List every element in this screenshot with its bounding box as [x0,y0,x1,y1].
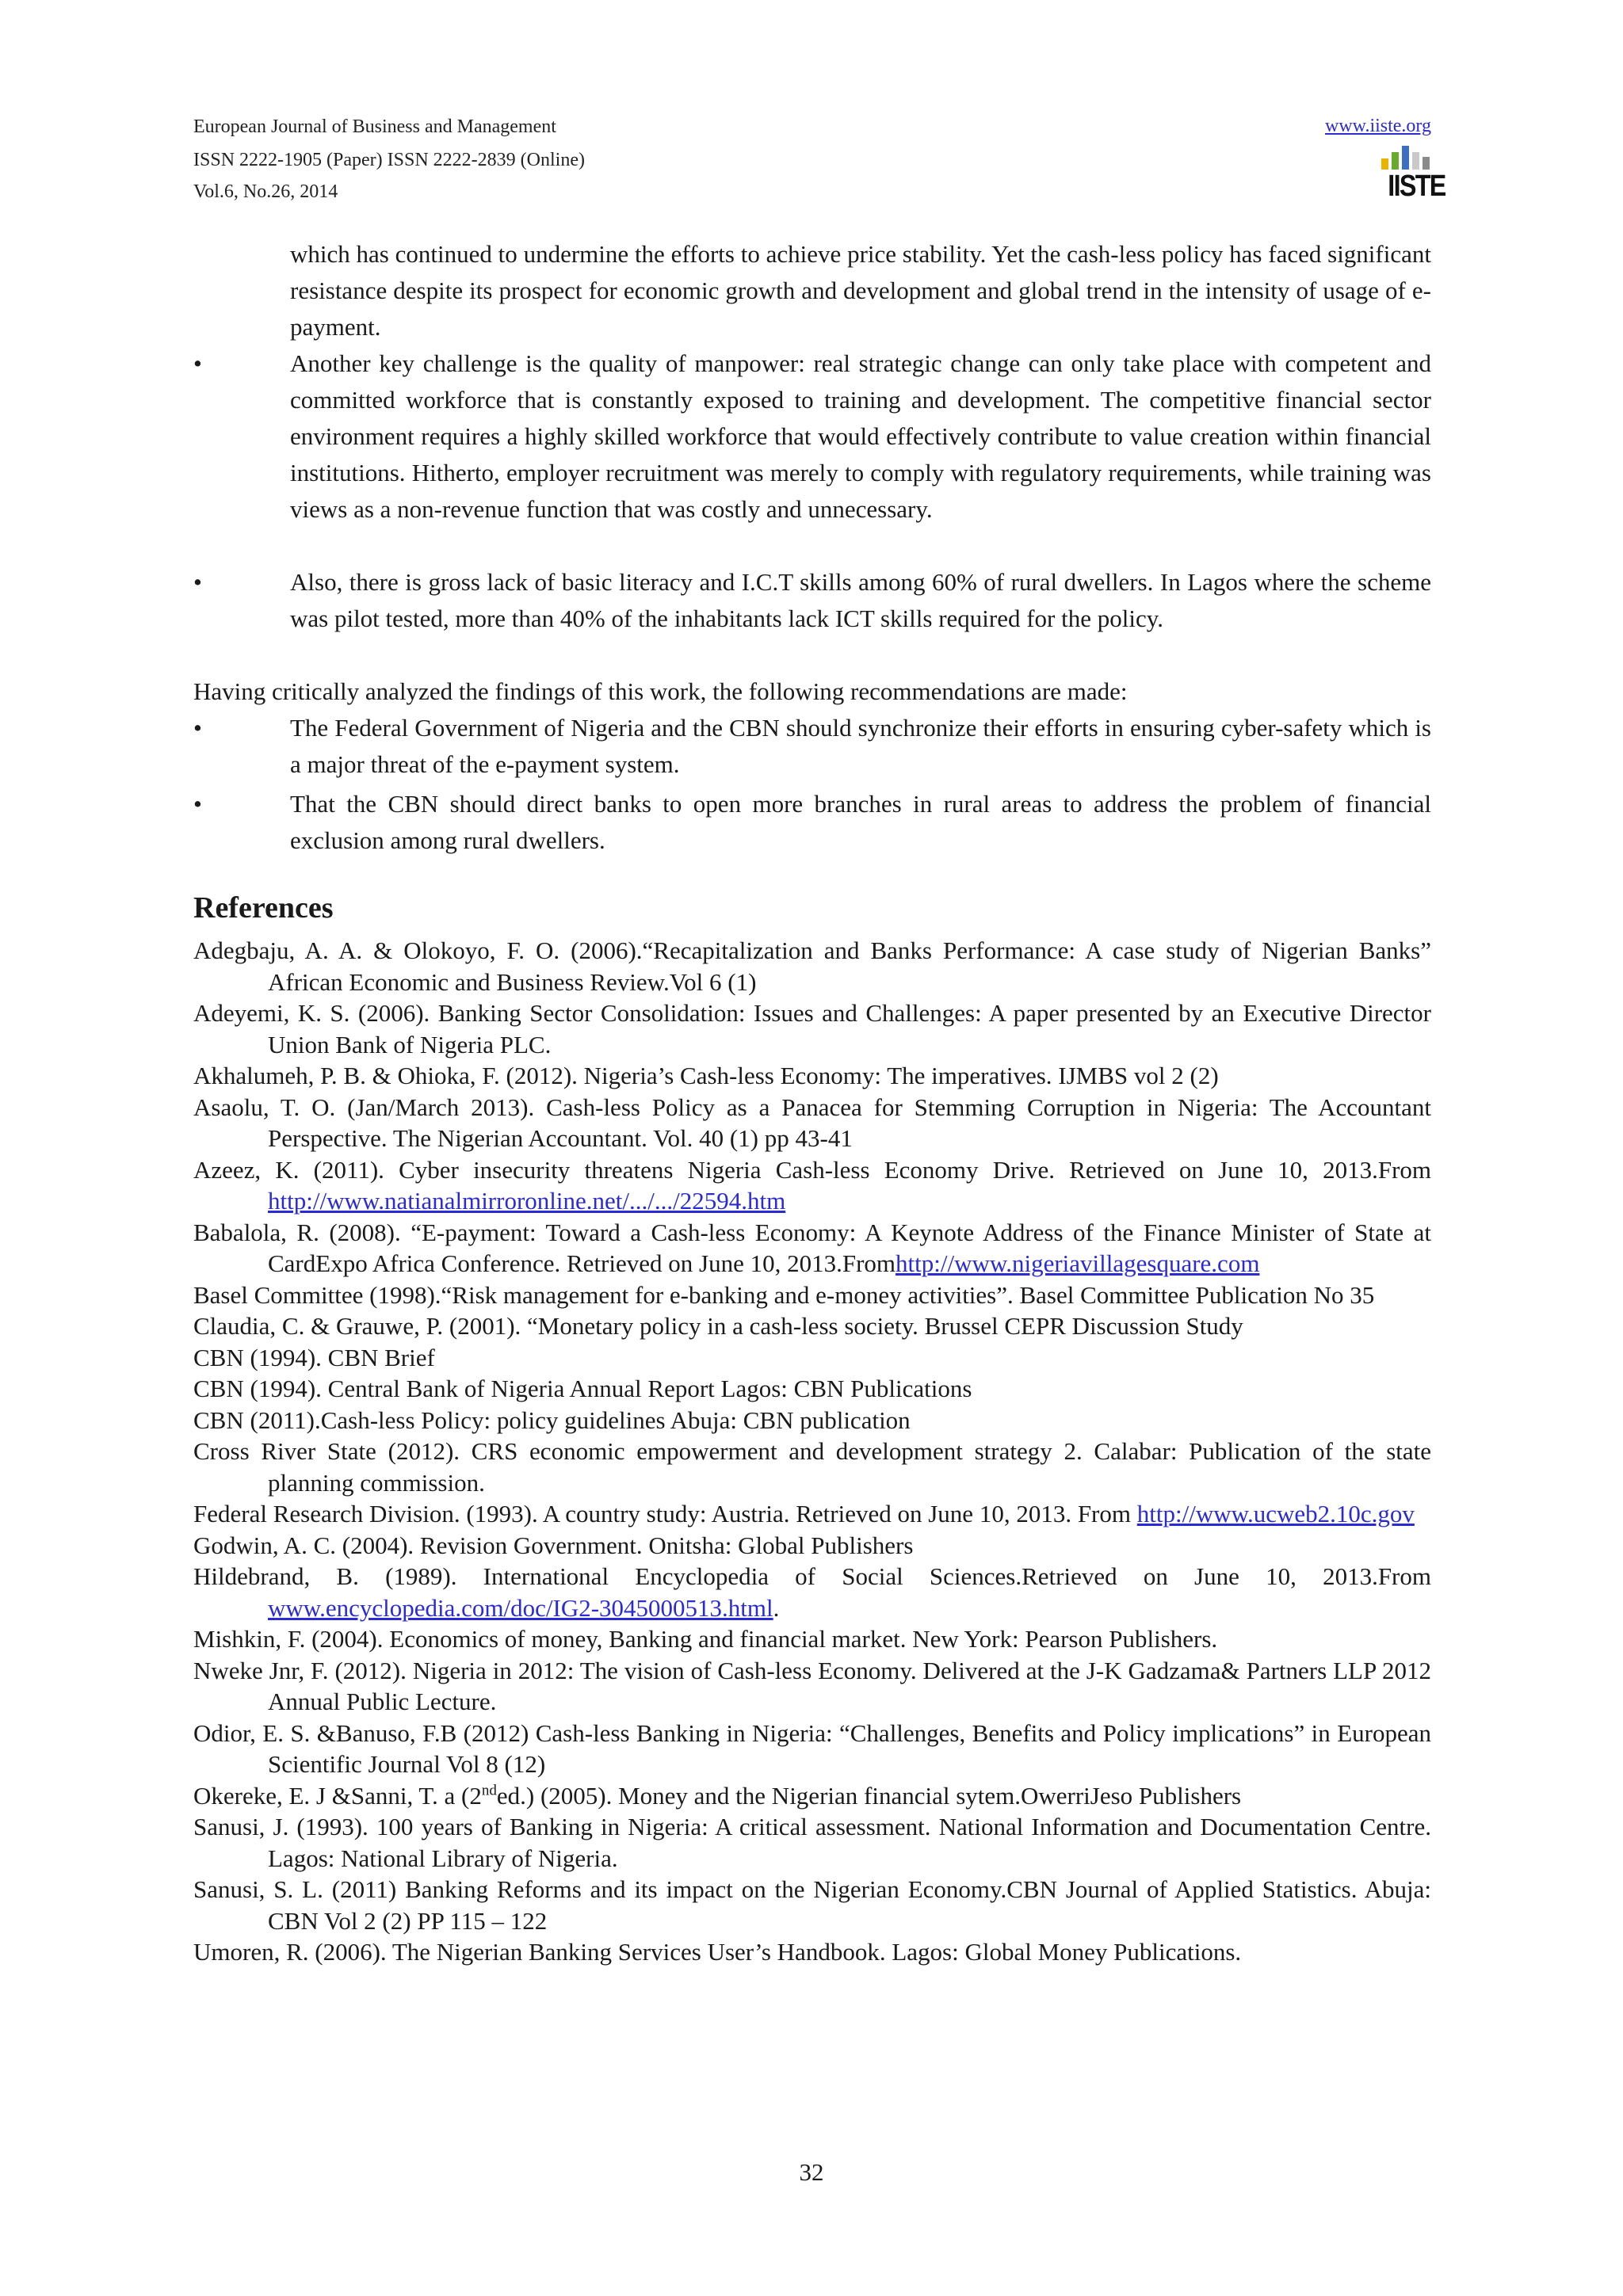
bullet-symbol: • [193,714,202,742]
reference-text: Adeyemi, K. S. (2006). Banking Sector Consolidation: Issues and Challenges: A paper presented by an Executive Director Union Bank of Nigeria PLC. [193,999,1431,1058]
reference-item [193,1718,1431,1780]
bullet-text: The Federal Government of Nigeria and the CBN should synchronize their efforts in ensuring cyber-safety which is a major threat of the e-payment system. [290,714,1431,778]
reference-text: Azeez, K. (2011). Cyber insecurity threatens Nigeria Cash-less Economy Drive. Retrieved on June 10, 2013.From [193,1155,1431,1184]
bullet-item [193,345,1431,564]
bullet-text: That the CBN should direct banks to open more branches in rural areas to address the problem of financial exclusion among rural dwellers. [290,790,1431,854]
continuation-block [193,236,1431,345]
issn-line: ISSN 2222-1905 (Paper) ISSN 2222-2839 (Online) [193,150,585,170]
references-heading: References [193,891,334,925]
reference-item [193,1936,1431,1968]
iiste-logo [1381,146,1445,206]
recommendation-intro-text: Having critically analyzed the findings of this work, the following recommendations are made: [193,677,1128,705]
reference-text: Nweke Jnr, F. (2012). Nigeria in 2012: The vision of Cash-less Economy. Delivered at the J-K Gadzama& Partners LLP 2012 Annual Public Lecture. [193,1656,1431,1715]
volume-line: Vol.6, No.26, 2014 [193,181,338,202]
reference-text: Godwin, A. C. (2004). Revision Government. Onitsha: Global Publishers [193,1531,914,1559]
reference-text: Okereke, E. J &Sanni, T. a (2 [193,1781,482,1810]
logo-bar [1392,152,1399,170]
bullet-item [193,564,1431,637]
bullet-item [193,786,1431,859]
reference-text-after: ed.) (2005). Money and the Nigerian financial sytem.OwerriJeso Publishers [496,1781,1242,1810]
bullet-item [193,710,1431,786]
reference-text: Mishkin, F. (2004). Economics of money, Banking and financial market. New York: Pearson Publishers. [193,1625,1218,1653]
reference-text: Claudia, C. & Grauwe, P. (2001). “Monetary policy in a cash-less society. Brussel CEPR Discussion Study [193,1312,1243,1340]
journal-url-link[interactable]: www.iiste.org [1325,116,1431,136]
reference-item [193,1405,1431,1436]
reference-item [193,1498,1431,1530]
reference-superscript: nd [481,1782,497,1799]
reference-item [193,1530,1431,1562]
bullet-text: Another key challenge is the quality of manpower: real strategic change can only take place with competent and committed workforce that is constantly exposed to training and development. The competitive financial sector environment requires a highly skilled workforce that would effectively contribute to value creation within financial institutions. Hitherto, employer recruitment was merely to comply with regulatory requirements, while training was views as a non-revenue function that was costly and unnecessary. [290,349,1431,523]
logo-bars [1381,146,1430,170]
reference-link[interactable]: http://www.natianalmirroronline.net/.../.../22594.htm [268,1187,786,1215]
recommendation-bullets [193,710,1431,859]
reference-item [193,1811,1431,1874]
bullet-symbol: • [193,790,202,818]
reference-text: Hildebrand, B. (1989). International Encyclopedia of Social Sciences.Retrieved on June 10, 2013.From [193,1562,1431,1590]
reference-item [193,1436,1431,1498]
reference-text: Cross River State (2012). CRS economic empowerment and development strategy 2. Calabar: Publication of the state planning commission. [193,1437,1431,1497]
reference-item [193,1561,1431,1623]
logo-bar [1412,152,1419,170]
reference-text: Umoren, R. (2006). The Nigerian Banking Services User’s Handbook. Lagos: Global Money Publications. [193,1938,1242,1966]
reference-text: CBN (2011).Cash-less Policy: policy guidelines Abuja: CBN publication [193,1405,911,1434]
continuation-paragraph: which has continued to undermine the efforts to achieve price stability. Yet the cash-less policy has faced significant resistance despite its prospect for economic growth and development and global trend in the intensity of usage of e-payment. [290,240,1431,341]
reference-item [193,935,1431,997]
reference-text: Adegbaju, A. A. & Olokoyo, F. O. (2006).“Recapitalization and Banks Performance: A case study of Nigerian Banks” African Economic and Business Review.Vol 6 (1) [193,936,1431,996]
reference-link[interactable]: www.encyclopedia.com/doc/IG2-3045000513.html [268,1593,773,1622]
reference-item [193,1373,1431,1405]
references-list [193,935,1431,1968]
reference-text: Sanusi, J. (1993). 100 years of Banking in Nigeria: A critical assessment. National Information and Documentation Centre. Lagos: National Library of Nigeria. [193,1813,1431,1872]
reference-item [193,1780,1431,1812]
bullet-symbol: • [193,349,202,377]
reference-text: Asaolu, T. O. (Jan/March 2013). Cash-less Policy as a Panacea for Stemming Corruption in Nigeria: The Accountant Perspective. The Nigerian Accountant. Vol. 40 (1) pp 43-41 [193,1093,1431,1152]
reference-link[interactable]: http://www.ucweb2.10c.gov [1136,1500,1415,1527]
reference-item [193,1060,1431,1092]
reference-item [193,1655,1431,1718]
reference-text-after: . [773,1593,780,1622]
reference-item [193,1310,1431,1342]
bullet-symbol: • [193,568,202,596]
reference-item [193,1623,1431,1655]
journal-title: European Journal of Business and Management [193,116,556,137]
page-number: 32 [799,2158,824,2186]
logo-text: IISTE [1388,170,1445,203]
logo-bar [1423,157,1430,170]
reference-text: Basel Committee (1998).“Risk management for e-banking and e-money activities”. Basel Committee Publication No 35 [193,1280,1375,1309]
reference-text: Odior, E. S. &Banuso, F.B (2012) Cash-less Banking in Nigeria: “Challenges, Benefits and Policy implications” in European Scientific Journal Vol 8 (12) [193,1718,1431,1778]
reference-item [193,1217,1431,1280]
reference-text: Sanusi, S. L. (2011) Banking Reforms and its impact on the Nigerian Economy.CBN Journal of Applied Statistics. Abuja: CBN Vol 2 (2) PP 115 – 122 [193,1875,1431,1935]
reference-text: CBN (1994). Central Bank of Nigeria Annual Report Lagos: CBN Publications [193,1375,972,1402]
reference-item [193,1874,1431,1936]
recommendation-intro [193,673,1431,710]
reference-item [193,1280,1431,1311]
reference-link[interactable]: http://www.nigeriavillagesquare.com [896,1249,1260,1277]
reference-item [193,1342,1431,1374]
reference-text: Babalola, R. (2008). “E-payment: Toward a Cash-less Economy: A Keynote Address of the Finance Minister of State at CardExpo Africa Conference. Retrieved on June 10, 2013.From [193,1218,1431,1277]
reference-item [193,997,1431,1060]
bullet-text: Also, there is gross lack of basic literacy and I.C.T skills among 60% of rural dwellers. In Lagos where the scheme was pilot tested, more than 40% of the inhabitants lack ICT skills required for the policy. [290,568,1431,632]
reference-item [193,1154,1431,1217]
reference-item [193,1092,1431,1154]
logo-bar [1402,146,1409,170]
page-header [193,111,1445,206]
reference-text: Federal Research Division. (1993). A country study: Austria. Retrieved on June 10, 2013. From [193,1500,1137,1527]
reference-text: Akhalumeh, P. B. & Ohioka, F. (2012). Nigeria’s Cash-less Economy: The imperatives. IJMBS vol 2 (2) [193,1062,1219,1089]
challenge-bullets [193,345,1431,637]
logo-bar [1381,158,1388,170]
reference-text: CBN (1994). CBN Brief [193,1343,435,1371]
